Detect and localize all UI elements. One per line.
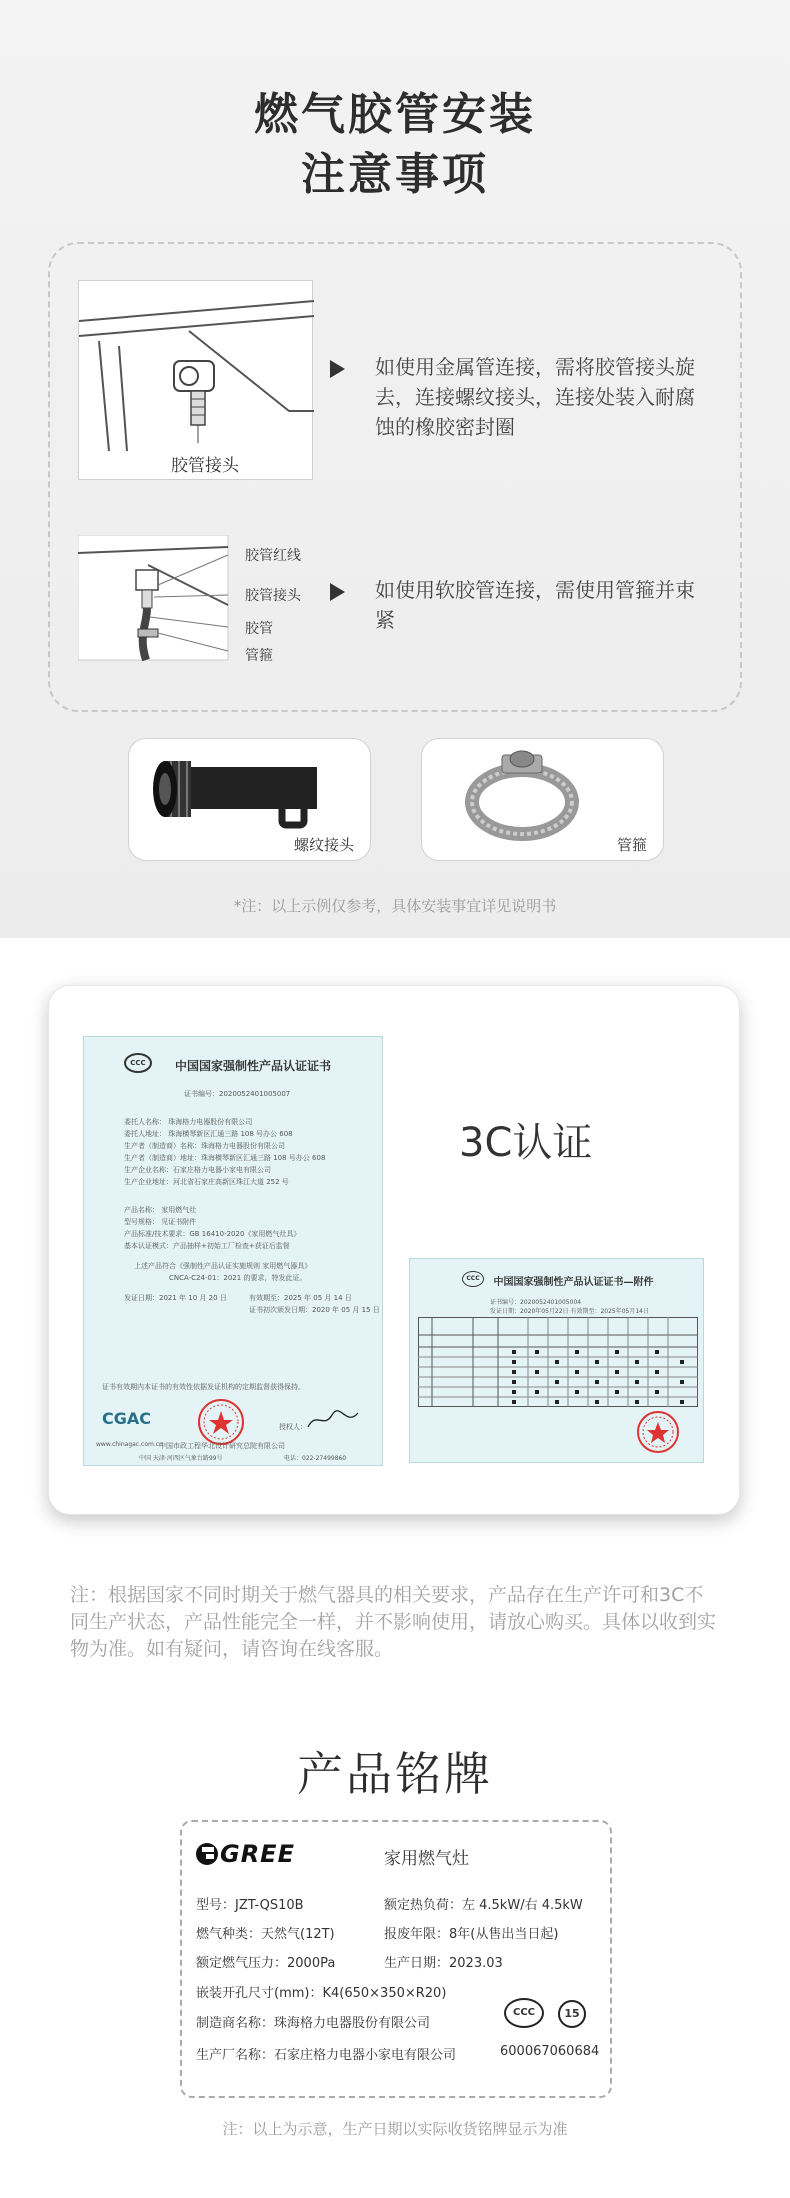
cert-row: 生产企业名称：石家庄格力电器小家电有限公司 (124, 1166, 271, 1174)
model-field: 型号：JZT-QS10B (196, 1898, 304, 1913)
cert-valid-date: 有效期至：2025 年 05 月 14 日 (249, 1294, 352, 1302)
service-life-icon: 15 (558, 2000, 586, 2028)
hose-joint-label-2: 胶管接头 (245, 588, 301, 604)
cutout-size-field: 嵌装开孔尺寸(mm)：K4(650×350×R20) (196, 1986, 447, 2001)
scrap-life-field: 报废年限：8年(从售出当日起) (384, 1927, 559, 1942)
factory-field: 生产厂名称：石家庄格力电器小家电有限公司 (196, 2048, 457, 2063)
ccc-logo-icon: CCC (462, 1271, 484, 1287)
cert-row: 产品标准/技术要求：GB 16410-2020《家用燃气灶具》 (124, 1230, 301, 1238)
cert-initial-date: 证书初次颁发日期：2020 年 05 月 15 日 (249, 1306, 380, 1314)
main-certificate (83, 1036, 383, 1466)
gree-logo (196, 1840, 295, 1868)
cert-row: 型号规格： 见证书附件 (124, 1218, 197, 1226)
cgac-logo: CGAC (102, 1409, 151, 1428)
cert-row: 委托人名称： 珠海格力电器股份有限公司 (124, 1118, 253, 1126)
annex-table (418, 1317, 698, 1407)
red-seal-icon (635, 1409, 681, 1455)
cert-rule: CNCA-C24-01：2021 的要求，特发此证。 (169, 1274, 307, 1282)
cert-statement: 上述产品符合《强制性产品认证实施规则 家用燃气器具》 (134, 1262, 312, 1270)
cert-row: 产品名称： 家用燃气灶 (124, 1206, 197, 1214)
product-name: 家用燃气灶 (384, 1849, 469, 1869)
clamp-label: 管箍 (245, 648, 273, 664)
hose-joint-label: 胶管接头 (171, 456, 239, 476)
gree-swirl-icon (196, 1843, 218, 1865)
cert-number: 证书编号：2020052401005007 (184, 1090, 291, 1098)
install-section (0, 0, 790, 938)
install-title-line2: 注意事项 (301, 149, 489, 200)
metal-pipe-illustration (78, 280, 313, 480)
certification-heading: 3C认证 (459, 1120, 593, 1166)
install-title-line1: 燃气胶管安装 (254, 89, 536, 140)
step1-text: 如使用金属管连接，需将胶管接头旋去，连接螺纹接头，连接处装入耐腐蚀的橡胶密封圈 (375, 355, 695, 439)
red-seal-icon (196, 1397, 246, 1447)
signature-icon (306, 1409, 361, 1431)
cert-sign-label: 授权人： (279, 1423, 307, 1431)
cert-row: 生产者（制造商）名称：珠海格力电器股份有限公司 (124, 1142, 285, 1150)
cert-address: 中国 天津·河西区气象台路99号 (139, 1455, 223, 1462)
annex-dates: 发证日期：2020年05月22日 有效期至：2025年05月14日 (490, 1308, 649, 1315)
cert-org-name: 中国市政工程华北设计研究总院有限公司 (159, 1442, 285, 1450)
threaded-connector-card (128, 738, 371, 861)
manufacturer-field: 制造商名称：珠海格力电器股份有限公司 (196, 2016, 431, 2031)
cert-title: 中国国家强制性产品认证证书 (174, 1059, 331, 1073)
cert-row: 生产企业地址：河北省石家庄高新区珠江大道 252 号 (124, 1178, 289, 1186)
heat-load-field: 额定热负荷：左 4.5kW/右 4.5kW (384, 1898, 583, 1913)
annex-number: 证书编号：2020052401005004 (490, 1299, 582, 1306)
gas-type-field: 燃气种类：天然气(12T) (196, 1927, 335, 1942)
brand-name: GREE (220, 1840, 295, 1868)
cert-phone: 电话：022-27499860 (284, 1455, 347, 1462)
hose-clamp-icon (457, 747, 587, 847)
hose-red-line-label: 胶管红线 (245, 548, 301, 564)
annex-certificate (409, 1258, 704, 1463)
cert-row: 生产者（制造商）地址：珠海横琴新区汇通三路 108 号办公 608 (124, 1154, 326, 1162)
certification-note: 注：根据国家不同时期关于燃气器具的相关要求，产品存在生产许可和3C不同生产状态，产品性能完全一样，并不影响使用，请放心购买。具体以收到实物为准。如有疑问，请咨询在线客服。 (70, 1584, 717, 1660)
threaded-connector-label: 螺纹接头 (294, 836, 355, 854)
threaded-connector-icon (147, 749, 317, 839)
annex-title: 中国国家强制性产品认证证书—附件 (493, 1277, 654, 1288)
ccc-logo-icon: CCC (124, 1053, 152, 1073)
certificate-panel (48, 985, 740, 1515)
step2-text: 如使用软胶管连接，需使用管箍并束紧 (375, 578, 695, 632)
hose-label: 胶管 (245, 621, 273, 637)
cert-row: 基本认证模式：产品抽样+初始工厂检查+获证后监督 (124, 1242, 290, 1250)
hose-clamp-label: 管箍 (617, 836, 648, 854)
ccc-mark-icon: CCC (504, 1998, 544, 2028)
barcode-number: 600067060684 (500, 2044, 600, 2059)
arrow-right-icon-2 (330, 583, 345, 601)
hose-clamp-card (421, 738, 664, 861)
nameplate-note: 注：以上为示意，生产日期以实际收货铭牌显示为准 (222, 2120, 568, 2138)
cert-issue-date: 发证日期：2021 年 10 月 20 日 (124, 1294, 227, 1302)
soft-pipe-illustration (78, 535, 228, 660)
arrow-right-icon (330, 360, 345, 378)
nameplate-card (180, 1820, 612, 2098)
install-note: *注：以上示例仅参考，具体安装事宜详见说明书 (233, 897, 557, 915)
cert-footer-note: 证书有效期内本证书的有效性依据发证机构的定期监督获得保持。 (102, 1383, 305, 1391)
cert-website: www.chinagac.com.cn (96, 1441, 163, 1448)
nameplate-heading: 产品铭牌 (297, 1747, 493, 1801)
gas-pressure-field: 额定燃气压力：2000Pa (196, 1956, 336, 1971)
cert-row: 委托人地址： 珠海横琴新区汇通三路 108 号办公 608 (124, 1130, 293, 1138)
production-date-field: 生产日期：2023.03 (384, 1956, 503, 1971)
